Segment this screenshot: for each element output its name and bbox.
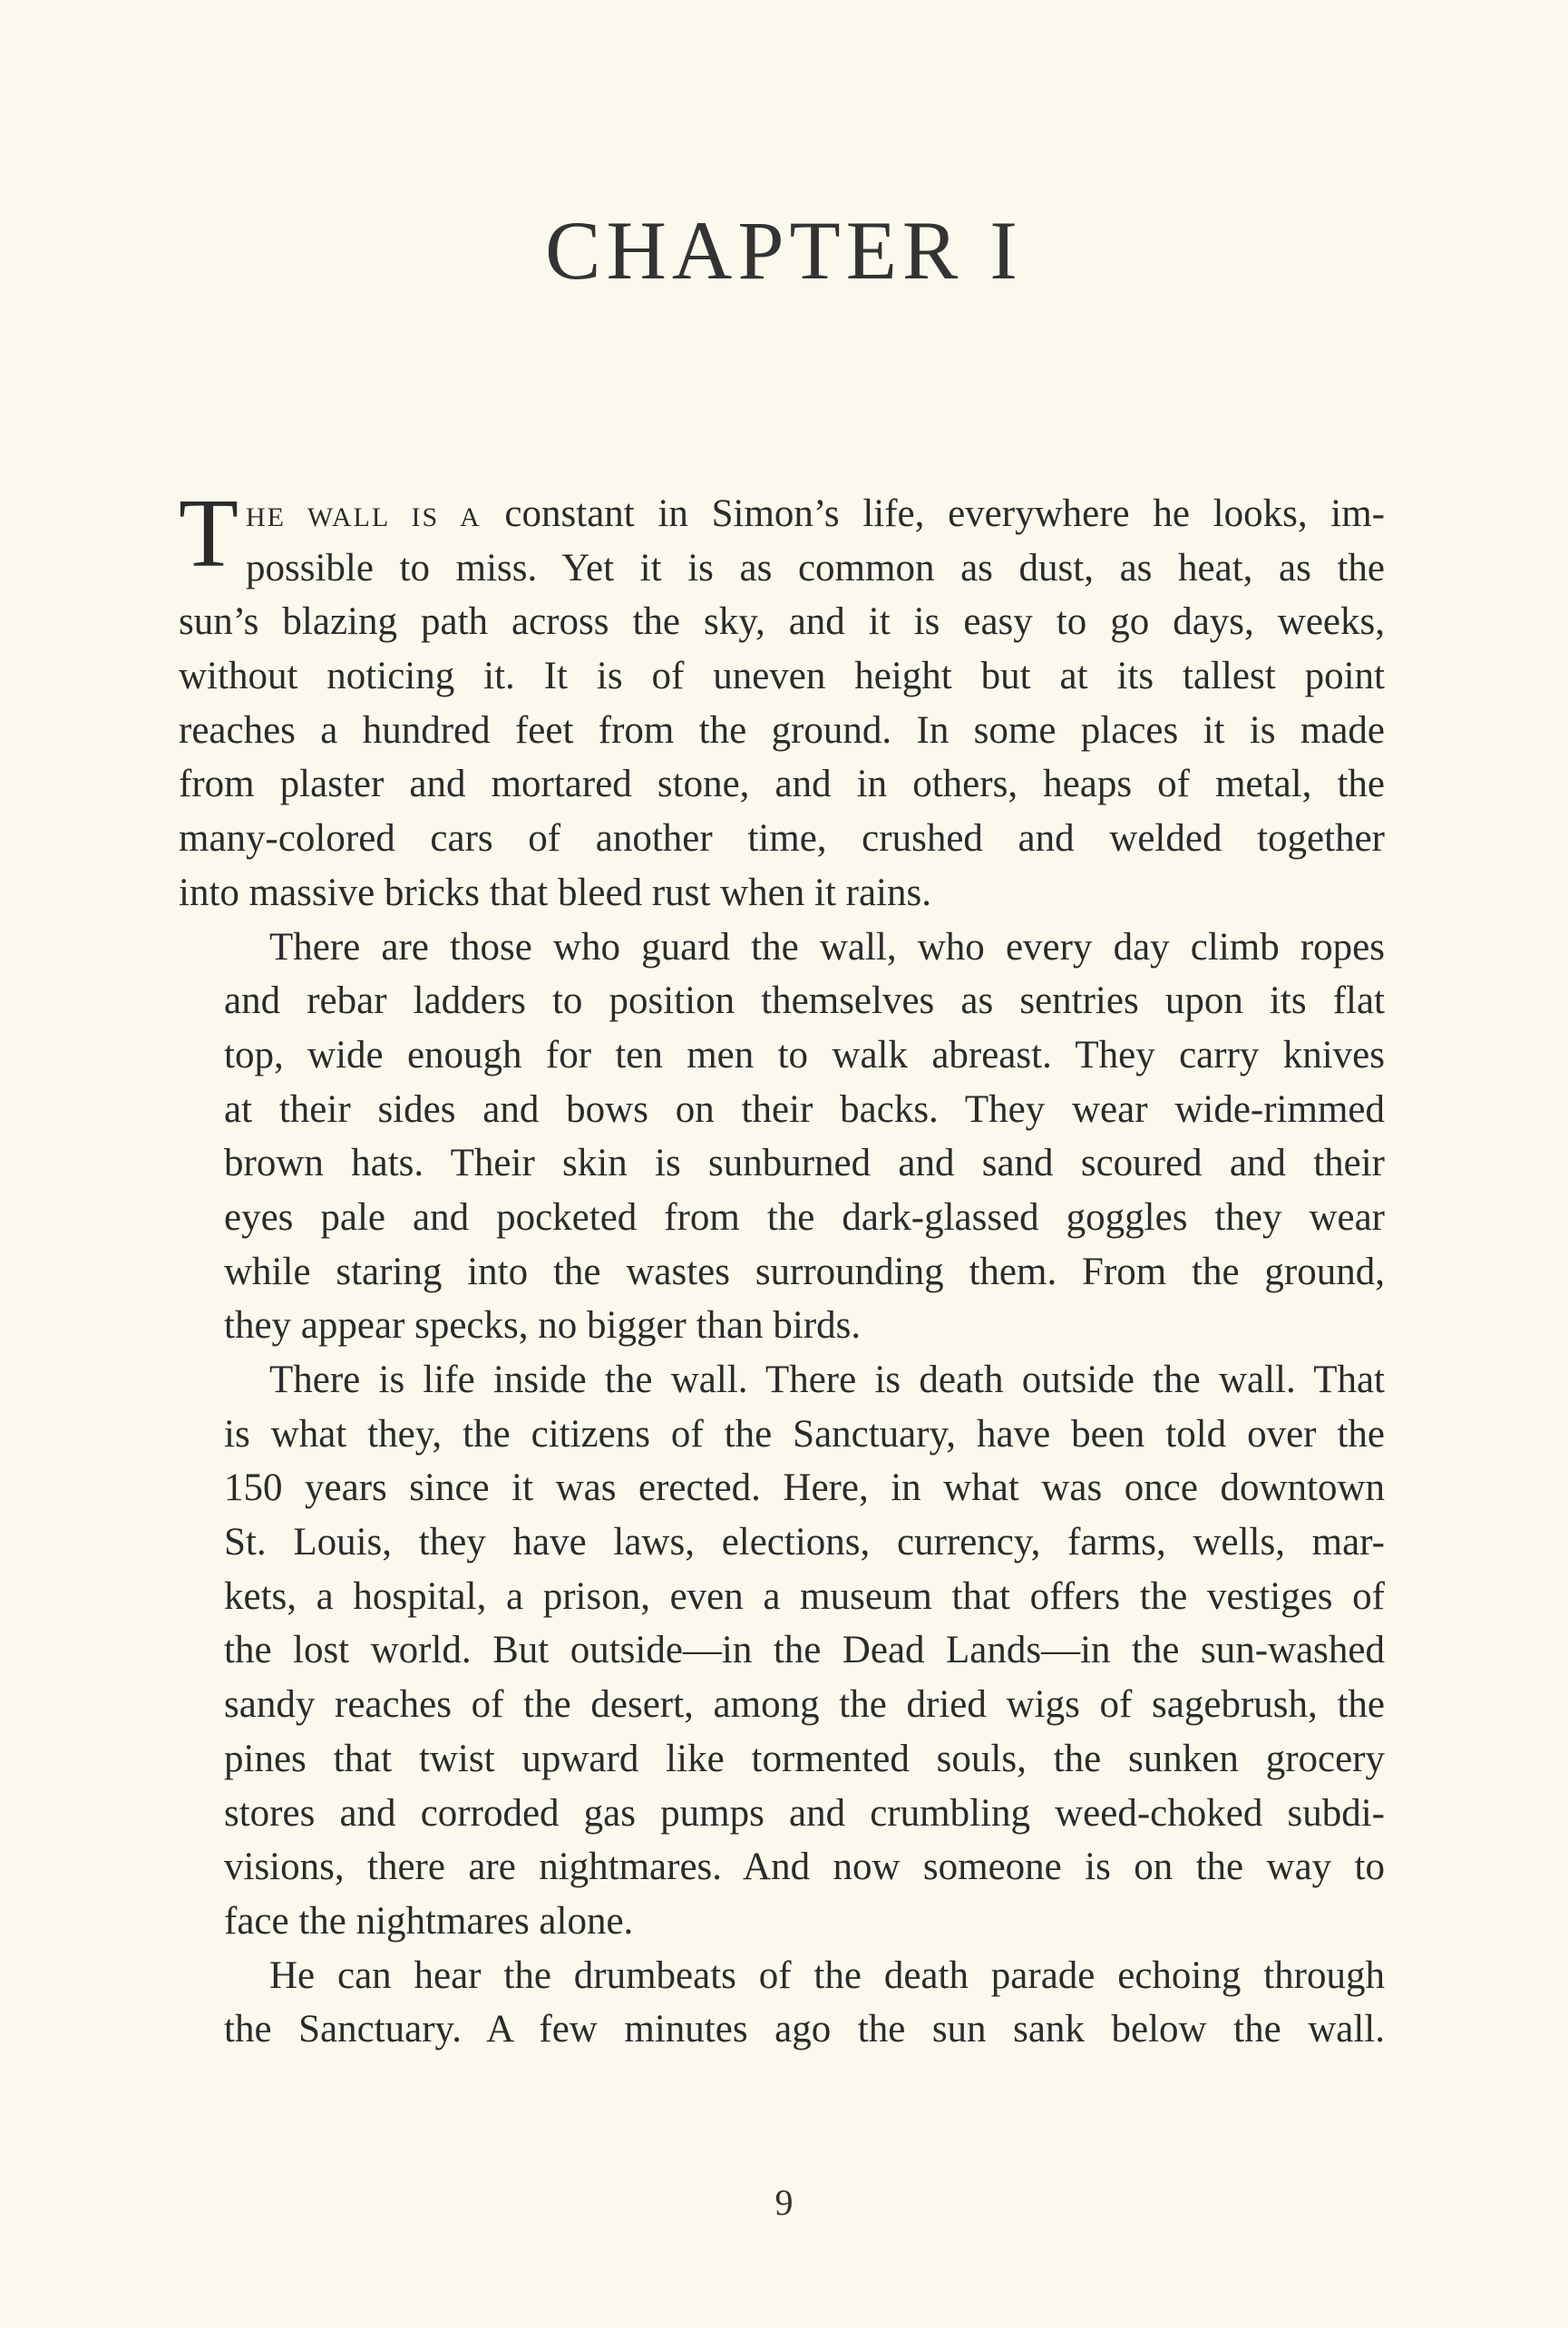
text-line: There is life inside the wall. There is death outside the wall. That	[269, 1359, 1385, 1401]
text-line: visions, there are nightmares. And now someone is on the way to	[224, 1846, 1385, 1889]
text-line: they appear specks, no bigger than birds.	[224, 1304, 862, 1348]
text-line: into massive bricks that bleed rust when it rains.	[179, 871, 931, 914]
text-line: There are those who guard the wall, who every day climb ropes	[269, 925, 1385, 969]
text-line: eyes pale and pocketed from the dark-glassed goggles they wear	[224, 1195, 1385, 1239]
text-line: many-colored cars of another time, crushed and welded together	[179, 817, 1385, 861]
text-line: reaches a hundred feet from the ground. In some places it is made	[179, 708, 1385, 752]
small-caps-opening: HE WALL IS A	[245, 502, 482, 532]
text-line: the Sanctuary. A few minutes ago the sun sank below the wall.	[224, 2008, 1385, 2051]
drop-cap: T	[179, 480, 239, 588]
chapter-title: CHAPTER I	[545, 204, 1023, 297]
text-line: top, wide enough for ten men to walk abreast. They carry knives	[224, 1033, 1385, 1076]
chapter-body	[179, 480, 1386, 2057]
text-line: possible to miss. Yet it is as common as dust, as heat, as the	[245, 546, 1385, 589]
text-line: kets, a hospital, a prison, even a museum that offers the vestiges of	[224, 1574, 1385, 1618]
text-line: without noticing it. It is of uneven height but at its tallest point	[179, 655, 1385, 698]
text-line: the lost world. But outside—in the Dead Lands—in the sun-washed	[224, 1629, 1385, 1672]
text-line: sandy reaches of the desert, among the dried wigs of sagebrush, the	[224, 1683, 1385, 1727]
text-line: pines that twist upward like tormented souls, the sunken grocery	[224, 1737, 1385, 1780]
paragraph	[179, 1353, 1385, 1949]
text-line: face the nightmares alone.	[224, 1899, 634, 1943]
text-line: stores and corroded gas pumps and crumbling weed-choked subdi-	[224, 1791, 1385, 1835]
text-line: and rebar ladders to position themselves as sentries upon its flat	[224, 979, 1385, 1023]
text-line: is what they, the citizens of the Sanctuary, have been told over the	[224, 1412, 1385, 1456]
paragraph	[179, 480, 1386, 920]
text-line: He can hear the drumbeats of the death parade echoing through	[269, 1953, 1385, 1997]
text-line: from plaster and mortared stone, and in others, heaps of metal, the	[179, 763, 1385, 806]
text-line: brown hats. Their skin is sunburned and sand scoured and their	[224, 1142, 1385, 1185]
text-line: St. Louis, they have laws, elections, currency, farms, wells, mar-	[224, 1521, 1385, 1564]
text-line: 150 years since it was erected. Here, in what was once downtown	[224, 1466, 1385, 1510]
paragraph	[179, 920, 1385, 1354]
paragraph	[179, 1949, 1385, 2057]
text-line: sun’s blazing path across the sky, and it is easy to go days, weeks,	[179, 600, 1385, 644]
text-line: HE WALL IS A constant in Simon’s life, everywhere he looks, im-	[245, 492, 1386, 535]
page-number: 9	[774, 2182, 794, 2223]
text-line: at their sides and bows on their backs. They wear wide-rimmed	[224, 1087, 1385, 1131]
text-line: while staring into the wastes surrounding them. From the ground,	[224, 1250, 1385, 1293]
